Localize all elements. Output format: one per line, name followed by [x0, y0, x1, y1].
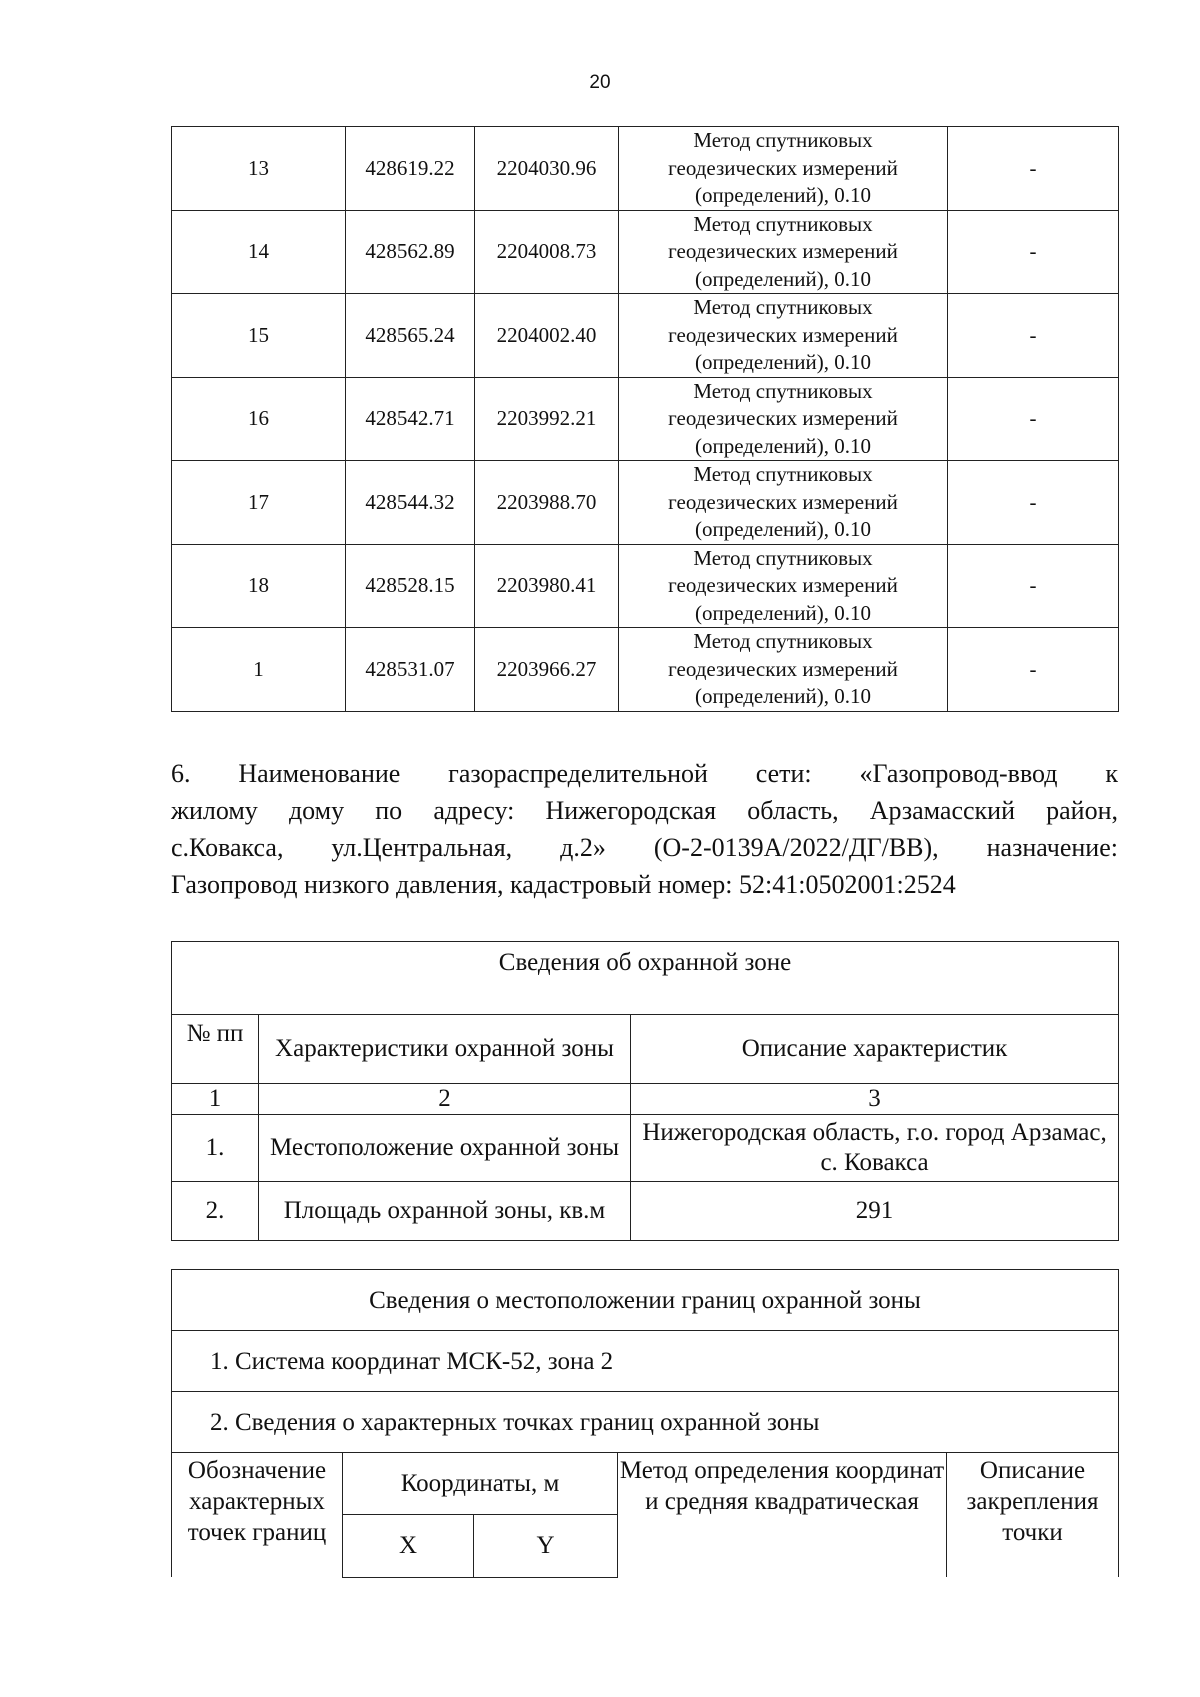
- y-coordinate: 2204002.40: [475, 294, 619, 378]
- header-y: Y: [474, 1515, 618, 1577]
- method-line: геодезических измерений: [668, 656, 898, 681]
- x-coordinate: 428562.89: [346, 210, 475, 294]
- method-line: Метод спутниковых: [693, 629, 873, 653]
- method-line: геодезических измерений: [668, 489, 898, 514]
- method-line: Метод спутниковых: [693, 128, 873, 152]
- header-description: Описание характеристик: [631, 1015, 1119, 1084]
- method-line: Метод спутниковых: [693, 378, 873, 403]
- paragraph-line: Газопровод низкого давления, кадастровый номер: 52:41:0502001:2524: [171, 870, 956, 899]
- method: [619, 544, 948, 628]
- boundaries-table: [171, 1269, 1119, 1578]
- point-number: 18: [172, 544, 346, 628]
- y-coordinate: 2204030.96: [475, 127, 619, 211]
- method-line: (определений), 0.10: [694, 183, 872, 207]
- y-coordinate: 2203988.70: [475, 461, 619, 545]
- fixing-description: -: [948, 127, 1119, 211]
- method: [619, 461, 948, 545]
- table-row: [172, 628, 1119, 712]
- method-line: геодезических измерений: [668, 573, 898, 597]
- y-coordinate: 2203966.27: [475, 628, 619, 712]
- table-row: [172, 544, 1119, 628]
- x-coordinate: 428619.22: [346, 127, 475, 211]
- header-fixing-description: Описание закрепления точки: [947, 1453, 1119, 1578]
- x-coordinate: 428528.15: [346, 544, 475, 628]
- zone-area-label: Площадь охранной зоны, кв.м: [259, 1182, 631, 1241]
- boundaries-title: Сведения о местоположении границ охранной зоны: [172, 1270, 1119, 1331]
- method-line: геодезических измерений: [668, 406, 898, 430]
- column-number-2: 2: [259, 1084, 631, 1115]
- row-number: 2.: [172, 1182, 259, 1241]
- zone-table-title: Сведения об охранной зоне: [172, 942, 1119, 1015]
- y-coordinate: 2203980.41: [475, 544, 619, 628]
- point-number: 13: [172, 127, 346, 211]
- column-number-3: 3: [631, 1084, 1119, 1115]
- table-row: [172, 294, 1119, 378]
- fixing-description: -: [948, 461, 1119, 545]
- fixing-description: -: [948, 377, 1119, 461]
- header-designation: Обозначение характерных точек границ: [172, 1453, 343, 1578]
- table-row: [172, 377, 1119, 461]
- paragraph-line: жилому дому по адресу: Нижегородская область, Арзамасский район,: [171, 796, 1118, 825]
- method: [619, 628, 948, 712]
- zone-info-table: [171, 941, 1119, 1241]
- point-number: 1: [172, 628, 346, 712]
- header-coordinates: Координаты, м: [343, 1453, 618, 1515]
- header-number: № пп: [172, 1015, 259, 1084]
- zone-area-value: 291: [631, 1182, 1119, 1241]
- fixing-description: -: [948, 294, 1119, 378]
- table-row: [172, 210, 1119, 294]
- x-coordinate: 428542.71: [346, 377, 475, 461]
- y-coordinate: 2204008.73: [475, 210, 619, 294]
- method-line: Метод спутниковых: [693, 295, 873, 319]
- paragraph-line: 6. Наименование газораспределительной сети: «Газопровод-ввод к: [171, 759, 1118, 788]
- y-coordinate: 2203992.21: [475, 377, 619, 461]
- header-x: X: [343, 1515, 474, 1577]
- x-coordinate: 428544.32: [346, 461, 475, 545]
- point-number: 14: [172, 210, 346, 294]
- coordinates-table: [171, 126, 1119, 712]
- method-line: (определений), 0.10: [694, 517, 872, 541]
- network-description-paragraph: [171, 755, 1118, 903]
- page-number: 20: [589, 72, 611, 93]
- method-line: геодезических измерений: [668, 322, 898, 347]
- method-line: (определений), 0.10: [694, 433, 872, 458]
- x-coordinate: 428531.07: [346, 628, 475, 712]
- method-line: (определений), 0.10: [694, 350, 872, 374]
- method-line: (определений), 0.10: [694, 266, 872, 291]
- table-row: [172, 127, 1119, 211]
- fixing-description: -: [948, 210, 1119, 294]
- zone-location-value: Нижегородская область, г.о. город Арзамас, с. Ковакса: [631, 1115, 1119, 1182]
- coordinate-system: 1. Система координат МСК-52, зона 2: [172, 1331, 1119, 1392]
- method: [619, 377, 948, 461]
- point-number: 15: [172, 294, 346, 378]
- fixing-description: -: [948, 544, 1119, 628]
- method: [619, 294, 948, 378]
- point-number: 17: [172, 461, 346, 545]
- header-characteristics: Характеристики охранной зоны: [259, 1015, 631, 1084]
- method-line: Метод спутниковых: [693, 211, 873, 236]
- row-number: 1.: [172, 1115, 259, 1182]
- method-line: (определений), 0.10: [694, 684, 872, 708]
- points-title: 2. Сведения о характерных точках границ охранной зоны: [172, 1392, 1119, 1453]
- paragraph-line: с.Ковакса, ул.Центральная, д.2» (О-2-0139А/2022/ДГ/ВВ), назначение:: [171, 833, 1118, 862]
- method-line: Метод спутниковых: [693, 462, 873, 486]
- table-row: [172, 461, 1119, 545]
- method-line: (определений), 0.10: [694, 600, 872, 625]
- point-number: 16: [172, 377, 346, 461]
- header-method: Метод определения координат и средняя квадратическая: [618, 1453, 947, 1578]
- zone-location-label: Местоположение охранной зоны: [259, 1115, 631, 1182]
- x-coordinate: 428565.24: [346, 294, 475, 378]
- method: [619, 127, 948, 211]
- column-number-1: 1: [172, 1084, 259, 1115]
- method-line: геодезических измерений: [668, 155, 898, 180]
- fixing-description: -: [948, 628, 1119, 712]
- method: [619, 210, 948, 294]
- method-line: геодезических измерений: [668, 239, 898, 263]
- method-line: Метод спутниковых: [693, 545, 873, 570]
